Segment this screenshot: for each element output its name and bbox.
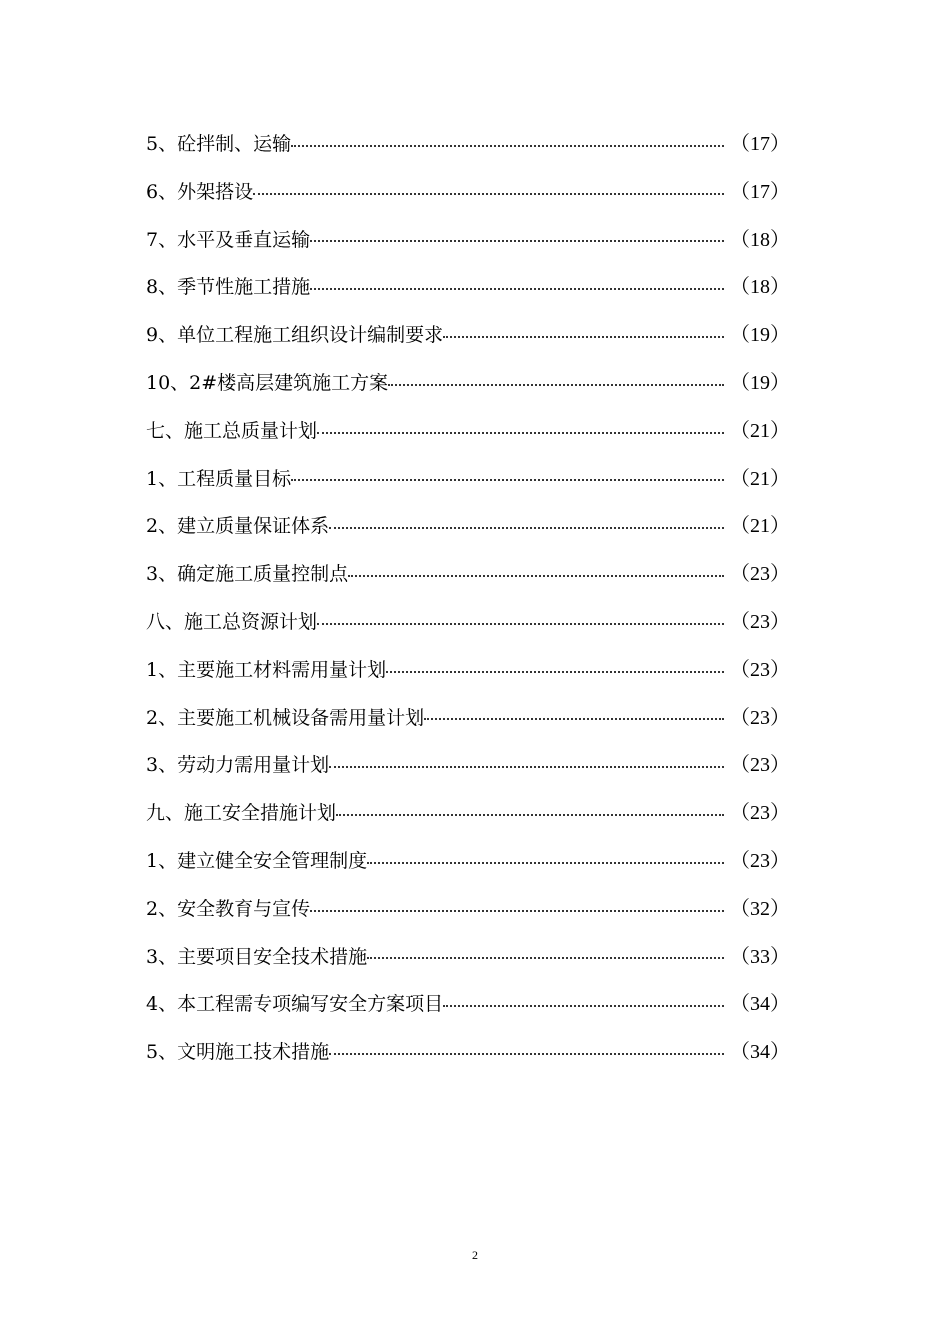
toc-entry-page: （23） — [730, 563, 790, 586]
toc-entry-page: （32） — [730, 897, 790, 920]
toc-entry-title: 9、单位工程施工组织设计编制要求 — [146, 324, 444, 347]
dot-leader — [424, 718, 724, 720]
toc-entry-page: （23） — [730, 610, 790, 633]
dot-leader — [329, 1053, 724, 1055]
toc-entry[interactable] — [146, 169, 790, 217]
toc-section-title: 九、施工安全措施计划 — [146, 802, 337, 825]
toc-entry-title: 2、安全教育与宣传 — [146, 897, 311, 920]
dot-leader — [367, 957, 724, 959]
toc-entry-title: 6、外架搭设 — [146, 180, 254, 203]
toc-entry-title: 3、确定施工质量控制点 — [146, 563, 349, 586]
toc-entry-title: 5、文明施工技术措施 — [146, 1041, 330, 1064]
dot-leader — [310, 240, 724, 242]
toc-entry-title: 4、本工程需专项编写安全方案项目 — [146, 993, 444, 1016]
toc-entry-page: （21） — [730, 419, 790, 442]
toc-entry-title: 1、工程质量目标 — [146, 467, 292, 490]
toc-entry-title: 3、劳动力需用量计划 — [146, 754, 330, 777]
toc-section-title: 七、施工总质量计划 — [146, 419, 318, 442]
toc-entry[interactable] — [146, 599, 790, 647]
toc-entry[interactable] — [146, 838, 790, 886]
dot-leader — [291, 145, 724, 147]
toc-entry-title: 5、砼拌制、运输 — [146, 133, 292, 155]
table-of-contents — [146, 121, 790, 1077]
toc-entry[interactable] — [146, 264, 790, 312]
toc-entry-page: （23） — [730, 706, 790, 729]
toc-entry-page: （17） — [730, 180, 790, 203]
toc-entry[interactable] — [146, 934, 790, 982]
toc-entry[interactable] — [146, 742, 790, 790]
toc-entry[interactable] — [146, 312, 790, 360]
toc-entry[interactable] — [146, 886, 790, 934]
dot-leader — [291, 479, 724, 481]
dot-leader — [367, 862, 724, 864]
toc-entry-page: （34） — [730, 993, 790, 1016]
page-number: 2 — [472, 1248, 478, 1262]
toc-entry-page: （23） — [730, 754, 790, 777]
toc-entry-page: （23） — [730, 849, 790, 872]
toc-entry[interactable] — [146, 647, 790, 695]
dot-leader — [386, 671, 724, 673]
toc-entry[interactable] — [146, 121, 790, 169]
dot-leader — [317, 432, 724, 434]
toc-entry[interactable] — [146, 360, 790, 408]
toc-entry-page: （17） — [730, 133, 790, 155]
dot-leader — [388, 384, 724, 386]
toc-entry-title: 8、季节性施工措施 — [146, 276, 311, 299]
toc-entry-title: 10、2#楼高层建筑施工方案 — [146, 371, 389, 394]
dot-leader — [310, 288, 724, 290]
toc-entry-page: （23） — [730, 802, 790, 825]
toc-entry-page: （18） — [730, 276, 790, 299]
toc-entry-title: 3、主要项目安全技术措施 — [146, 945, 368, 968]
toc-entry-page: （19） — [730, 371, 790, 394]
dot-leader — [443, 336, 724, 338]
toc-entry[interactable] — [146, 790, 790, 838]
toc-section-title: 八、施工总资源计划 — [146, 610, 318, 633]
dot-leader — [443, 1005, 724, 1007]
dot-leader — [253, 193, 724, 195]
toc-entry[interactable] — [146, 1029, 790, 1077]
toc-entry-page: （18） — [730, 228, 790, 251]
toc-entry-page: （33） — [730, 945, 790, 968]
toc-entry[interactable] — [146, 551, 790, 599]
toc-entry-page: （34） — [730, 1041, 790, 1064]
toc-entry-page: （21） — [730, 467, 790, 490]
dot-leader — [329, 527, 724, 529]
toc-entry[interactable] — [146, 217, 790, 265]
toc-entry[interactable] — [146, 695, 790, 743]
toc-entry-page: （23） — [730, 658, 790, 681]
dot-leader — [317, 623, 724, 625]
toc-entry-page: （19） — [730, 324, 790, 347]
toc-entry[interactable] — [146, 456, 790, 504]
dot-leader — [329, 766, 724, 768]
toc-entry[interactable] — [146, 981, 790, 1029]
dot-leader — [336, 814, 724, 816]
toc-entry-title: 2、建立质量保证体系 — [146, 515, 330, 538]
toc-entry-title: 2、主要施工机械设备需用量计划 — [146, 706, 425, 729]
toc-entry-title: 1、建立健全安全管理制度 — [146, 849, 368, 872]
toc-entry-title: 7、水平及垂直运输 — [146, 228, 311, 251]
toc-entry[interactable] — [146, 503, 790, 551]
dot-leader — [348, 575, 724, 577]
dot-leader — [310, 910, 724, 912]
toc-entry[interactable] — [146, 408, 790, 456]
toc-entry-title: 1、主要施工材料需用量计划 — [146, 658, 387, 681]
toc-entry-page: （21） — [730, 515, 790, 538]
